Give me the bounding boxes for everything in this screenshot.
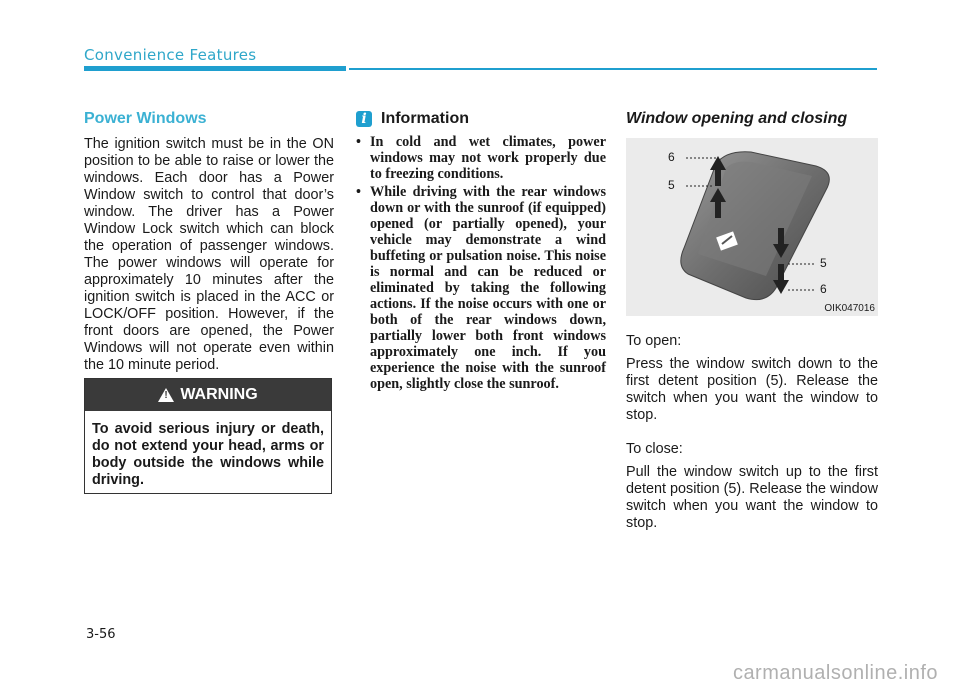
warning-box [84,378,332,494]
window-section [626,110,878,532]
label-up-full: 6 [668,150,675,164]
power-windows-body: The ignition switch must be in the ON position to be able to raise or lower the windows. Each door has a Power Window switch to control that door’s window. The driver has a Power Window Lock switch which can block the operation of passenger windows. The power windows will operate for approximately 10 minutes after the ignition switch is placed in the ACC or LOCK/OFF position. However, if the front doors are opened, the Power Windows will not operate even within the 10 minute period. [84,136,334,373]
header-rule-thick [84,66,346,71]
window-heading: Window opening and closing [626,110,848,127]
header-rule-thin [349,68,877,70]
open-text: Press the window switch down to the first detent position (5). Release the switch when you want the window to stop. [626,356,878,423]
warning-triangle-icon [158,388,174,402]
information-section [356,110,606,394]
information-item: • While driving with the rear windows down or with the sunroof (if equipped) opened (or partially opened), your vehicle may demonstrate a wind buffeting or pulsation noise. This noise is normal and can be reduced or eliminated by taking the following actions. If the noise occurs with one or both of the rear windows down, partially lower both front windows approximately one inch. If you experience the noise with the sunroof open, slightly close the sunroof. [356,184,606,392]
warning-text: To avoid serious injury or death, do not extend your head, arms or body outside the windows while driving. [92,421,324,488]
open-label: To open: [626,333,682,349]
window-switch-figure [626,138,878,316]
power-windows-heading: Power Windows [84,110,207,127]
warning-header [85,379,331,411]
information-list [356,134,606,392]
label-up-detent: 5 [668,178,675,192]
figure-caption: OIK047016 [824,303,875,314]
label-down-full: 6 [820,282,827,296]
power-windows-section [84,110,334,374]
header-title: Convenience Features [84,46,257,64]
information-item: • In cold and wet climates, power windows may not work properly due to freezing conditions. [356,134,606,182]
warning-label: WARNING [180,386,258,403]
window-switch-illustration [626,138,878,316]
watermark: carmanualsonline.info [732,662,938,684]
information-header [356,110,606,128]
label-down-detent: 5 [820,256,827,270]
close-text: Pull the window switch up to the first detent position (5). Release the window switch when you want the window to stop. [626,464,878,531]
information-title: Information [381,110,469,127]
info-icon: i [356,111,372,127]
page-number: 3-56 [86,627,116,642]
close-label: To close: [626,441,683,457]
